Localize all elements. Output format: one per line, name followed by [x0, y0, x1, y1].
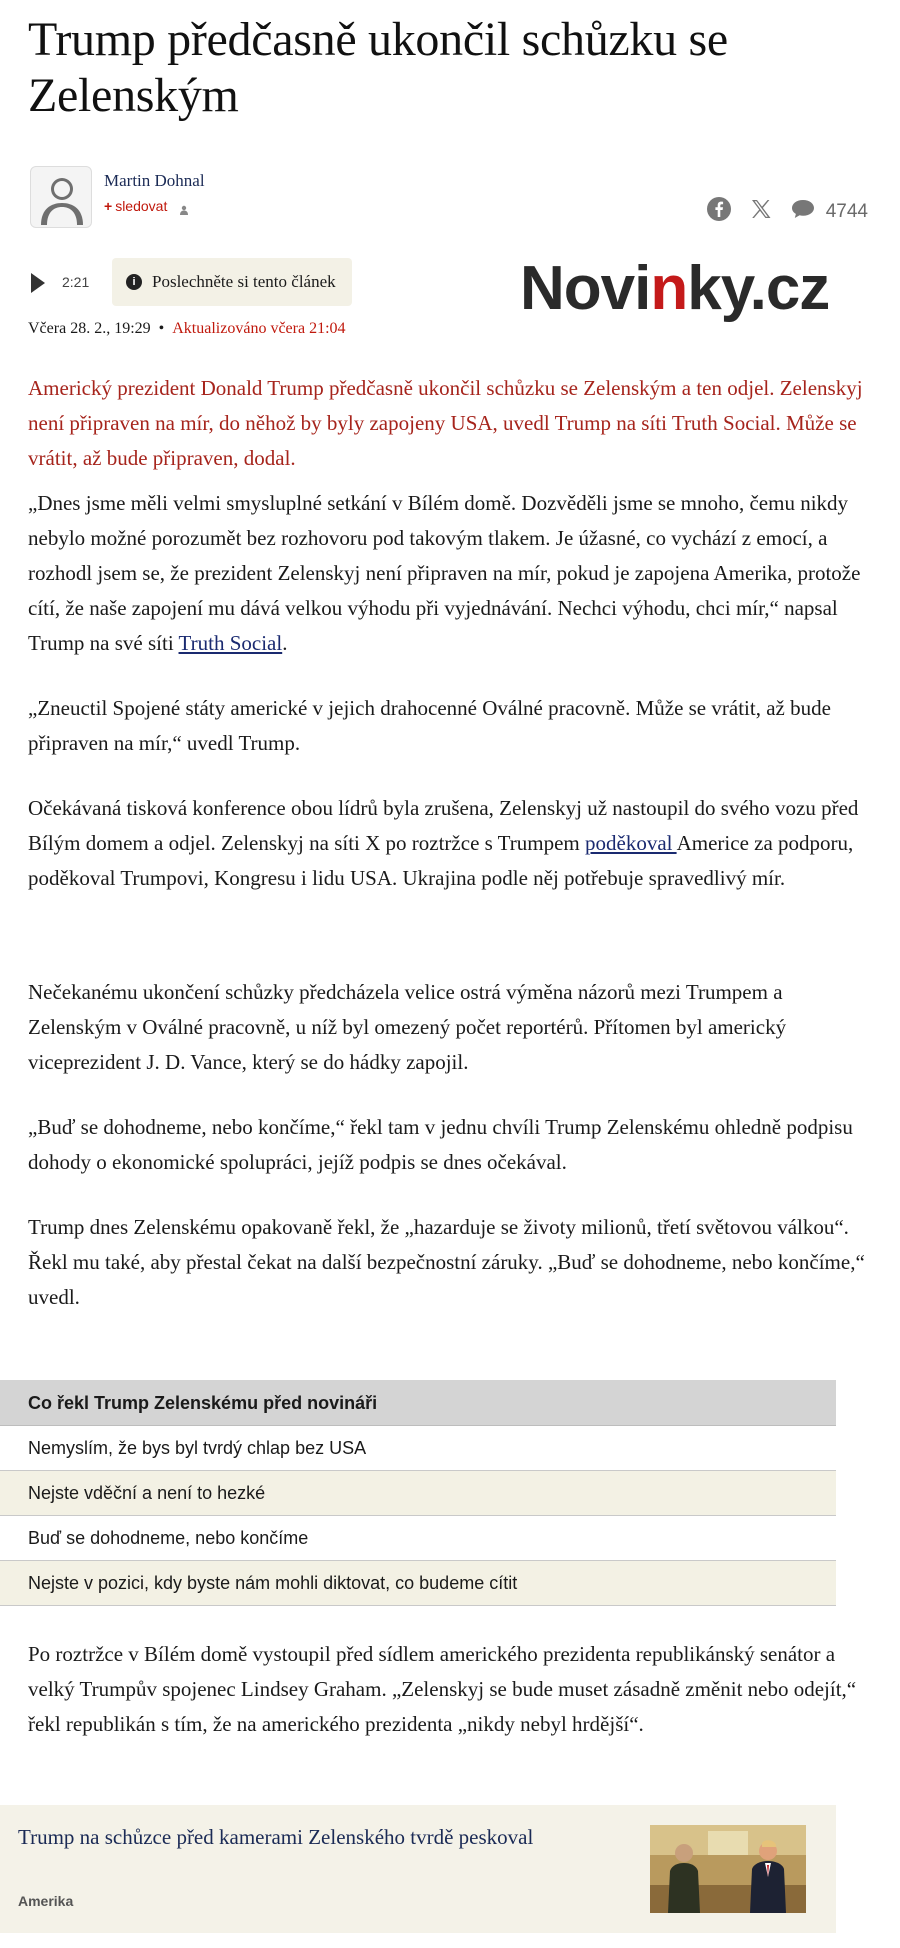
quote-item: Nejste v pozici, kdy byste nám mohli diktovat, co budeme cítit [0, 1561, 836, 1606]
info-icon: i [126, 274, 142, 290]
quote-item: Nemyslím, že bys byl tvrdý chlap bez USA [0, 1426, 836, 1471]
related-title[interactable]: Trump na schůzce před kamerami Zelenského tvrdě peskoval [18, 1825, 534, 1849]
publish-date: Včera 28. 2., 19:29 [28, 320, 151, 337]
author-name[interactable]: Martin Dohnal [104, 171, 205, 190]
play-icon[interactable] [30, 272, 46, 299]
podekoval-link[interactable]: poděkoval [585, 831, 677, 855]
follow-button[interactable] [104, 198, 189, 214]
x-icon[interactable] [750, 198, 772, 225]
paragraph-5: „Buď se dohodneme, nebo končíme,“ řekl tam v jednu chvíli Trump Zelenskému ohledně podpisu dohody o ekonomické spolupráci, jejíž podpis se dnes očekával. [28, 1115, 853, 1174]
author-row [28, 166, 868, 244]
article-title: Trump předčasně ukončil schůzku se Zelenským [28, 13, 728, 122]
audio-duration: 2:21 [62, 274, 90, 290]
paragraph-7: Po roztržce v Bílém domě vystoupil před sídlem amerického prezidenta republikánský senátor a velký Trumpův spojenec Lindsey Graham. „Zelenskyj se bude muset zásadně změnit nebo odejít,“ řekl republikán s tím, že na amerického prezidenta „nikdy nebyl hrdější“. [28, 1642, 857, 1736]
listen-label: Poslechněte si tento článek [152, 272, 336, 291]
person-icon [179, 202, 189, 212]
article-lead: Americký prezident Donald Trump předčasně ukončil schůzku se Zelenským a ten odjel. Zelenskyj není připraven na mír, do něhož by byly zapojeny USA, uvedl Trump na síti Truth Social. Může se vrátit, až bude připraven, dodal. [28, 376, 863, 470]
novinky-logo: Novinky.cz [520, 254, 830, 323]
quotes-box [0, 1380, 836, 1606]
dateline: Včera 28. 2., 19:29 • Aktualizováno včera 21:04 [28, 320, 346, 337]
paragraph-3: Očekávaná tisková konference obou lídrů byla zrušena, Zelenskyj už nastoupil do svého vozu před Bílým domem a odjel. Zelenskyj na síti X po roztržce s Trumpem poděkoval Americe za podporu, poděkoval Trumpovi, Kongresu i lidu USA. Ukrajina podle něj potřebuje spravedlivý mír. [28, 796, 859, 890]
related-thumbnail[interactable] [650, 1825, 806, 1913]
paragraph-2: „Zneuctil Spojené státy americké v jejich drahocenné Oválné pracovně. Může se vrátit, až bude připraven na mír,“ uvedl Trump. [28, 696, 831, 755]
paragraph-6: Trump dnes Zelenskému opakovaně řekl, že „hazarduje se životy milionů, třetí světovou válkou“. Řekl mu také, aby přestal čekat na další bezpečnostní záruky. „Buď se dohodneme, nebo končíme,“ uvedl. [28, 1215, 865, 1309]
plus-icon: + [104, 198, 113, 214]
quotes-heading: Co řekl Trump Zelenskému před novináři [0, 1380, 836, 1426]
related-article[interactable] [0, 1805, 836, 1933]
quote-item: Buď se dohodneme, nebo končíme [0, 1516, 836, 1561]
quote-item: Nejste vděční a není to hezké [0, 1471, 836, 1516]
listen-button[interactable] [112, 258, 352, 306]
comment-count[interactable]: 4744 [825, 200, 868, 222]
audio-row [28, 254, 868, 323]
facebook-icon[interactable] [706, 196, 732, 227]
author-avatar[interactable] [30, 166, 92, 228]
follow-label: sledovat [115, 198, 168, 214]
comment-icon[interactable] [790, 198, 816, 225]
updated-date: Aktualizováno včera 21:04 [172, 320, 346, 337]
truth-social-link[interactable]: Truth Social [178, 631, 283, 655]
paragraph-4: Nečekanému ukončení schůzky předcházela velice ostrá výměna názorů mezi Trumpem a Zelenským v Oválné pracovně, u níž byl omezený počet reportérů. Přítomen byl americký viceprezident J. D. Vance, který se do hádky zapojil. [28, 980, 787, 1074]
paragraph-1: „Dnes jsme měli velmi smysluplné setkání v Bílém domě. Dozvěděli jsme se mnoho, čemu nikdy nebylo možné porozumět bez rozhovoru pod takovým tlakem. Je úžasné, co vychází z emocí, a rozhodl jsem se, že prezident Zelenskyj není připraven na mír, pokud je zapojena Amerika, protože cítí, že naše zapojení mu dává velkou výhodu při vyjednávání. Nechci výhodu, chci mír,“ napsal Trump na své síti Truth Social. [28, 491, 861, 655]
share-bar [706, 196, 868, 227]
related-category: Amerika [18, 1893, 74, 1909]
